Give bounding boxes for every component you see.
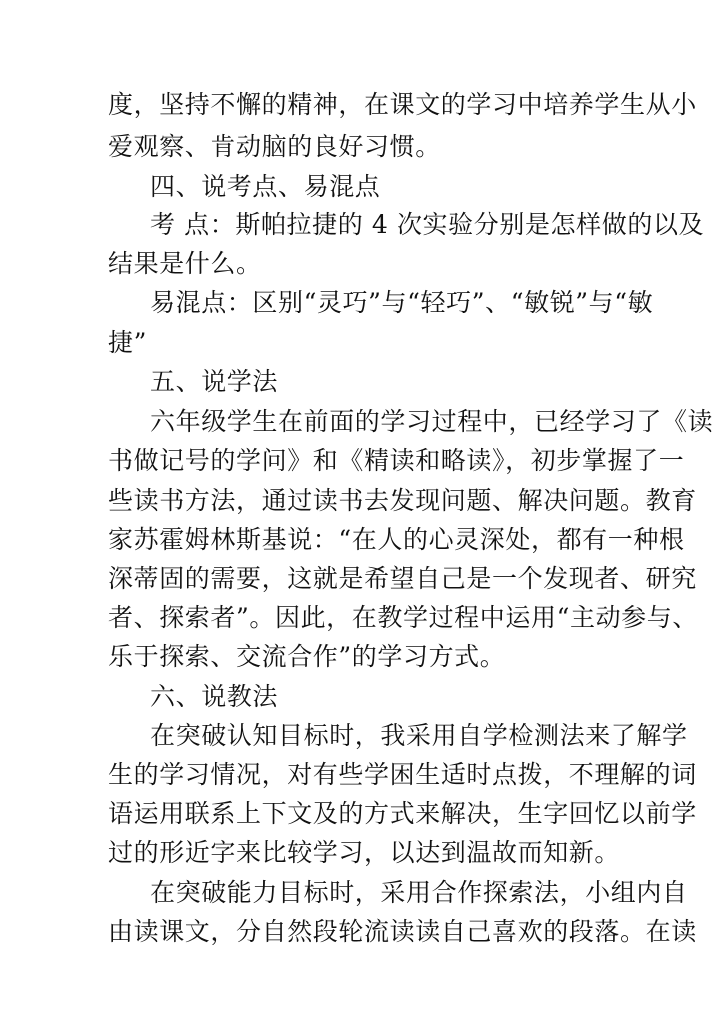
text-line: 些读书方法，通过读书去发现问题、解决问题。教育 bbox=[108, 486, 697, 515]
text-line: 结果是什么。 bbox=[108, 249, 262, 278]
text-line: 语运用联系上下文及的方式来解决，生字回忆以前学 bbox=[108, 799, 697, 828]
text-line: 书做记号的学问》和《精读和略读》，初步掌握了一 bbox=[108, 446, 685, 475]
text-line: 度，坚持不懈的精神，在课文的学习中培养学生从小 bbox=[108, 90, 697, 119]
text-line: 爱观察、肯动脑的良好习惯。 bbox=[108, 132, 441, 161]
text-line: 家苏霍姆林斯基说：“在人的心灵深处，都有一种根 bbox=[108, 525, 685, 554]
text-line: 由读课文，分自然段轮流读读自己喜欢的段落。在读 bbox=[108, 917, 697, 946]
section-heading: 四、说考点、易混点 bbox=[150, 172, 381, 201]
text-line: 生的学习情况，对有些学困生适时点拨，不理解的词 bbox=[108, 760, 697, 789]
text-line: 六年级学生在前面的学习过程中，已经学习了《读 bbox=[150, 407, 714, 436]
text-line: 乐于探索、交流合作”的学习方式。 bbox=[108, 642, 506, 671]
text-line: 易混点：区别“灵巧”与“轻巧”、“敏锐”与“敏 bbox=[150, 288, 654, 317]
text-line: 在突破认知目标时，我采用自学检测法来了解学 bbox=[150, 721, 688, 750]
text-line: 考 点：斯帕拉捷的 4 次实验分别是怎样做的以及 bbox=[150, 210, 705, 239]
text-line: 者、探索者”。因此，在教学过程中运用“主动参与、 bbox=[108, 603, 698, 632]
text-line: 过的形近字来比较学习，以达到温故而知新。 bbox=[108, 838, 621, 867]
text-line: 在突破能力目标时，采用合作探索法，小组内自 bbox=[150, 878, 688, 907]
section-heading: 五、说学法 bbox=[150, 367, 279, 396]
text-line: 捷” bbox=[108, 328, 147, 357]
section-heading: 六、说教法 bbox=[150, 682, 279, 711]
text-line: 深蒂固的需要，这就是希望自己是一个发现者、研究 bbox=[108, 564, 697, 593]
